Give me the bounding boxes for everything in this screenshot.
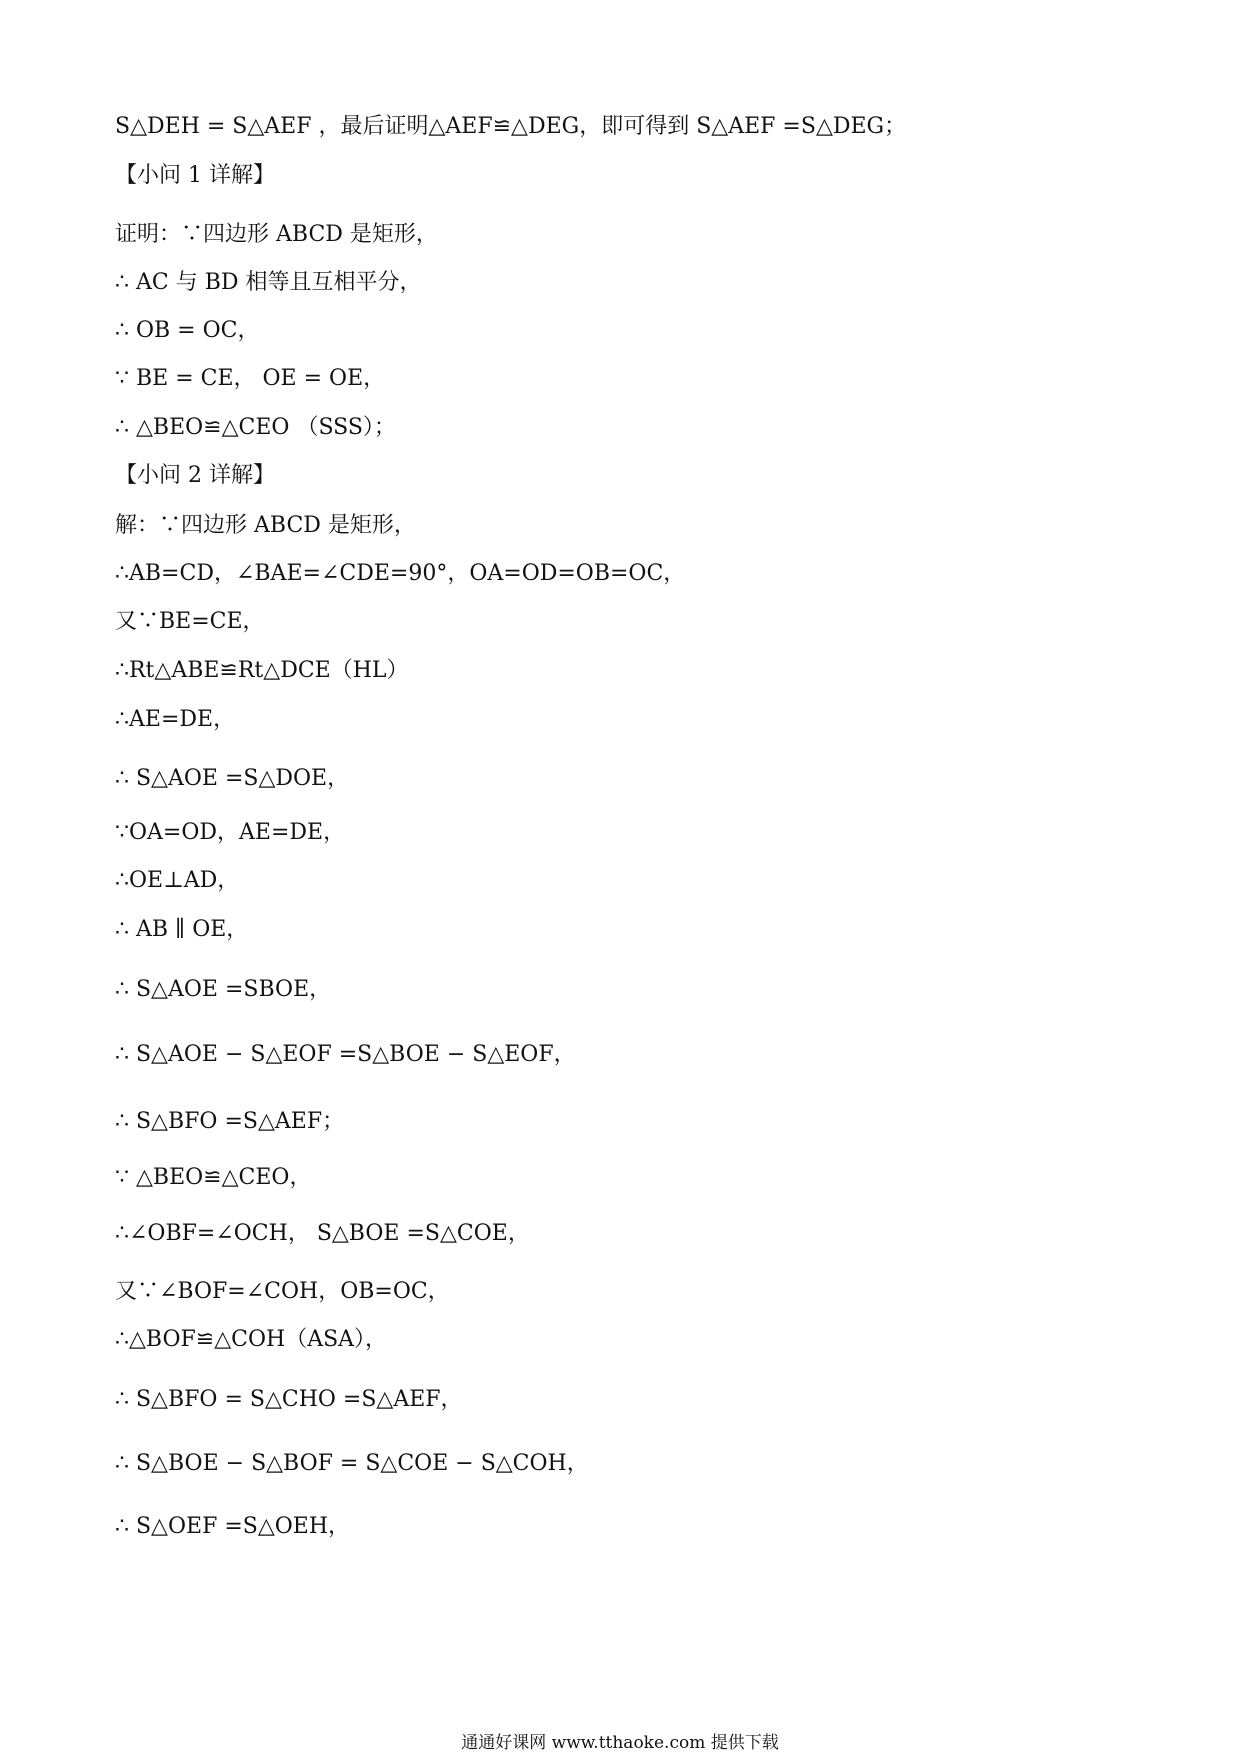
page-footer: 通通好课网 www.tthaoke.com 提供下载 xyxy=(461,1733,779,1753)
text-line: ∴∠OBF=∠OCH， S△BOE =S△COE， xyxy=(115,1221,530,1246)
section-heading: 【小问 1 详解】 xyxy=(115,163,275,188)
text-line: ∴ S△BOE − S△BOF = S△COE − S△COH， xyxy=(115,1451,589,1476)
text-line: 又∵∠BOF=∠COH，OB=OC， xyxy=(115,1279,450,1304)
text-line: ∴ S△BFO = S△CHO =S△AEF， xyxy=(115,1387,463,1412)
text-line: ∴ S△BFO =S△AEF； xyxy=(115,1109,345,1134)
text-line: ∴ △BEO≌△CEO （SSS）； xyxy=(115,415,396,440)
text-line: ∴AE=DE， xyxy=(115,707,236,732)
section-heading: 【小问 2 详解】 xyxy=(115,463,275,488)
text-line: ∵OA=OD，AE=DE， xyxy=(115,820,346,845)
text-line: ∴ S△OEF =S△OEH， xyxy=(115,1514,351,1539)
text-line: ∴ S△AOE − S△EOF =S△BOE − S△EOF， xyxy=(115,1042,576,1067)
text-line: ∴ OB = OC， xyxy=(115,318,260,343)
text-line: S△DEH = S△AEF ，最后证明△AEF≌△DEG，即可得到 S△AEF =S△DEG； xyxy=(115,114,907,139)
text-line: ∴OE⊥AD， xyxy=(115,868,240,893)
text-line: ∵ △BEO≌△CEO， xyxy=(115,1165,312,1190)
text-line: 又∵BE=CE， xyxy=(115,609,265,634)
text-line: ∴ AB ∥ OE， xyxy=(115,917,249,942)
text-line: ∵ BE = CE， OE = OE， xyxy=(115,366,386,391)
text-line: ∴ S△AOE =S△DOE， xyxy=(115,766,350,791)
text-line: 证明：∵四边形 ABCD 是矩形， xyxy=(115,222,438,247)
text-line: ∴ AC 与 BD 相等且互相平分， xyxy=(115,270,422,295)
text-line: 解：∵四边形 ABCD 是矩形， xyxy=(115,513,416,538)
text-line: ∴Rt△ABE≌Rt△DCE（HL） xyxy=(115,658,409,683)
text-line: ∴AB=CD，∠BAE=∠CDE=90°，OA=OD=OB=OC， xyxy=(115,561,686,586)
text-line: ∴△BOF≌△COH（ASA）， xyxy=(115,1327,388,1352)
text-line: ∴ S△AOE =SBOE， xyxy=(115,977,332,1002)
